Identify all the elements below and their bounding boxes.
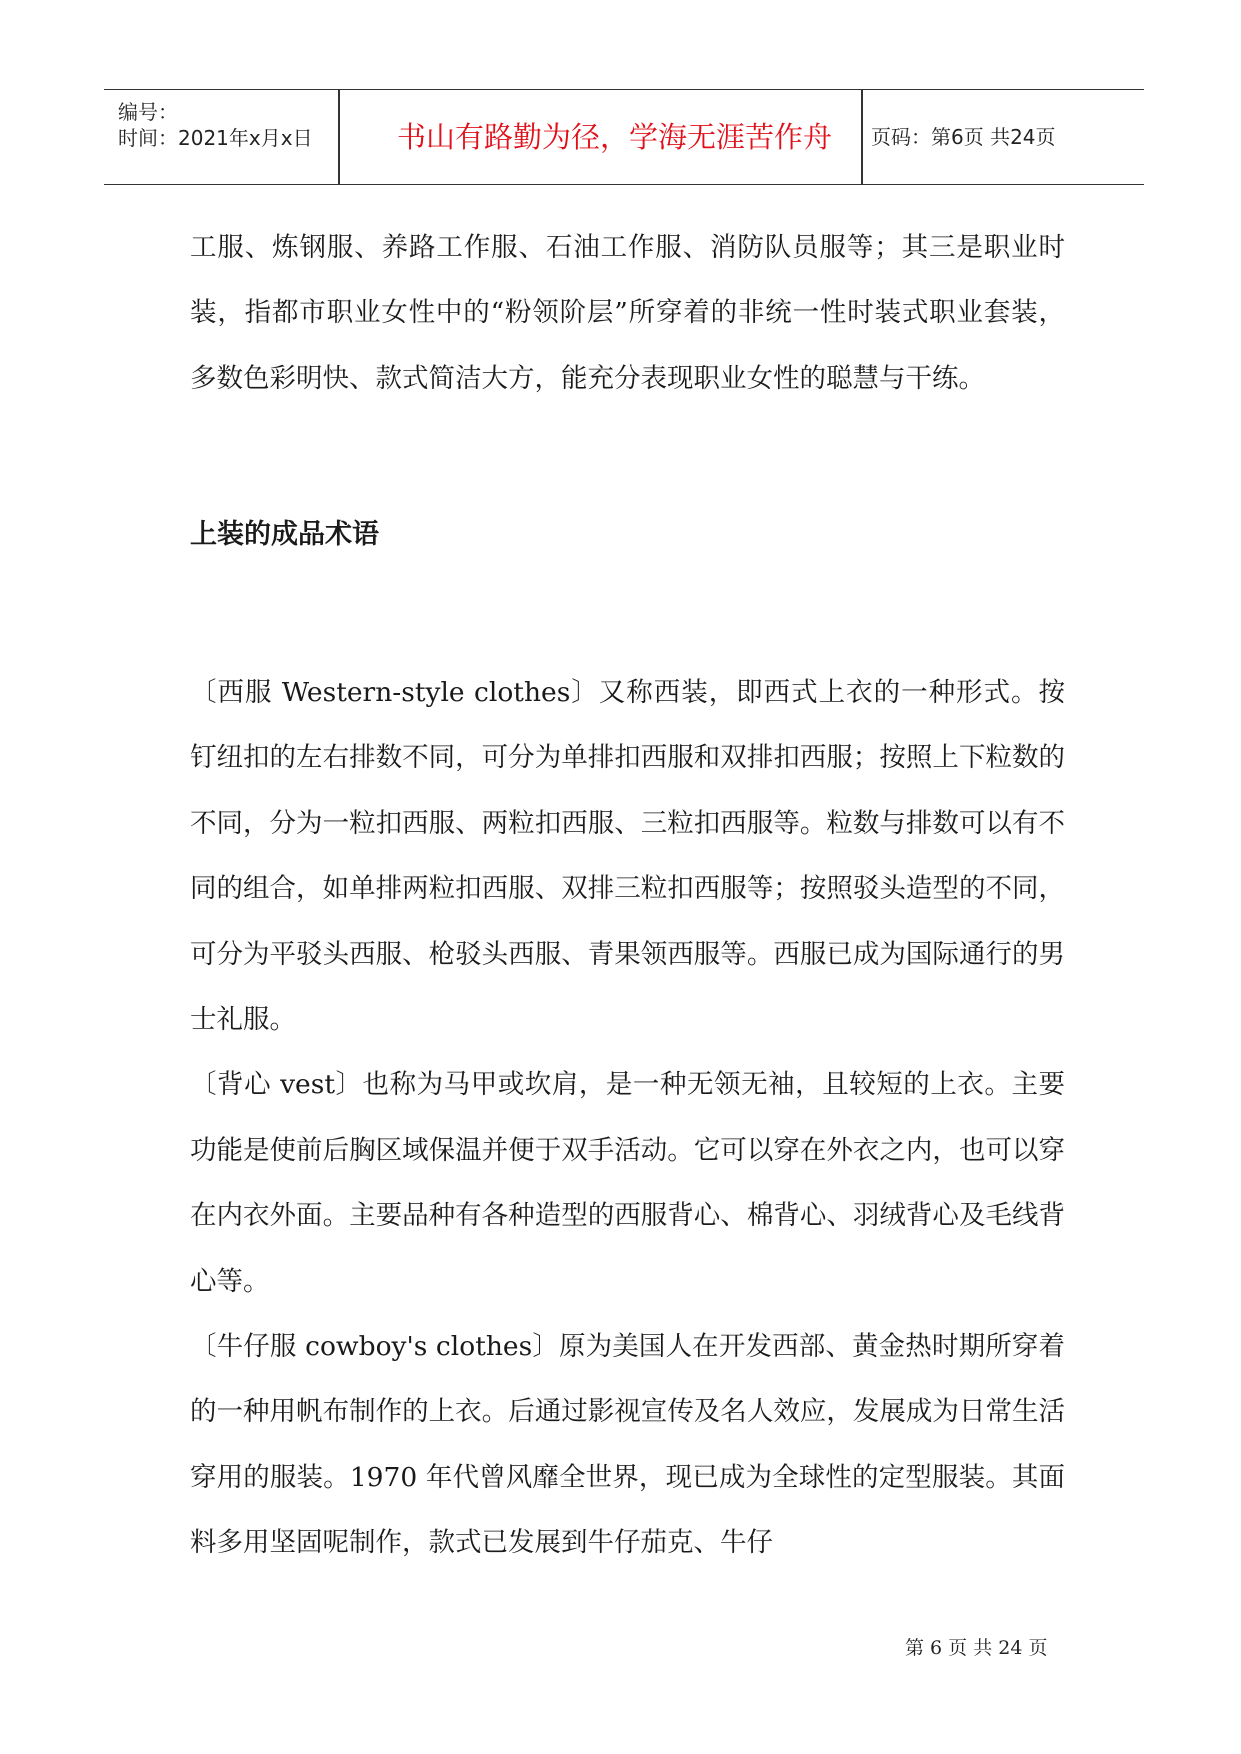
section-heading: 上装的成品术语 bbox=[190, 519, 379, 550]
header-page-number: 页码：第6页 共24页 bbox=[871, 125, 1056, 149]
header-motto: 书山有路勤为径，学海无涯苦作舟 bbox=[396, 120, 832, 154]
header-divider-right bbox=[861, 90, 863, 184]
serial-number-label: 编号： bbox=[118, 100, 178, 124]
page-header bbox=[104, 89, 1144, 185]
terms-section bbox=[190, 660, 1065, 1576]
intro-section bbox=[190, 215, 1065, 411]
term-cowboy-paragraph: 〔牛仔服 cowboy's clothes〕原为美国人在开发西部、黄金热时期所穿着的一种用帆布制作的上衣。后通过影视宣传及名人效应，发展成为日常生活穿用的服装。1970 年代曾风靡全世界，现已成为全球性的定型服装。其面料多用坚固呢制作，款式已发展到牛仔茄克、牛仔 bbox=[190, 1331, 1065, 1559]
term-vest-paragraph: 〔背心 vest〕也称为马甲或坎肩，是一种无领无袖，且较短的上衣。主要功能是使前后胸区域保温并便于双手活动。它可以穿在外衣之内，也可以穿在内衣外面。主要品种有各种造型的西服背心、棉背心、羽绒背心及毛线背心等。 bbox=[190, 1069, 1065, 1297]
page-footer: 第 6 页 共 24 页 bbox=[905, 1637, 1048, 1659]
term-suit-paragraph: 〔西服 Western-style clothes〕又称西装，即西式上衣的一种形式。按钉纽扣的左右排数不同，可分为单排扣西服和双排扣西服；按照上下粒数的不同，分为一粒扣西服、两粒扣西服、三粒扣西服等。粒数与排数可以有不同的组合，如单排两粒扣西服、双排三粒扣西服等；按照驳头造型的不同，可分为平驳头西服、枪驳头西服、青果领西服等。西服已成为国际通行的男士礼服。 bbox=[190, 677, 1065, 1036]
date-label: 时间：2021年x月x日 bbox=[118, 126, 313, 150]
header-divider-left bbox=[338, 90, 340, 184]
intro-paragraph: 工服、炼钢服、养路工作服、石油工作服、消防队员服等；其三是职业时装，指都市职业女性中的“粉领阶层”所穿着的非统一性时装式职业套装，多数色彩明快、款式简洁大方，能充分表现职业女性的聪慧与干练。 bbox=[190, 232, 1065, 394]
